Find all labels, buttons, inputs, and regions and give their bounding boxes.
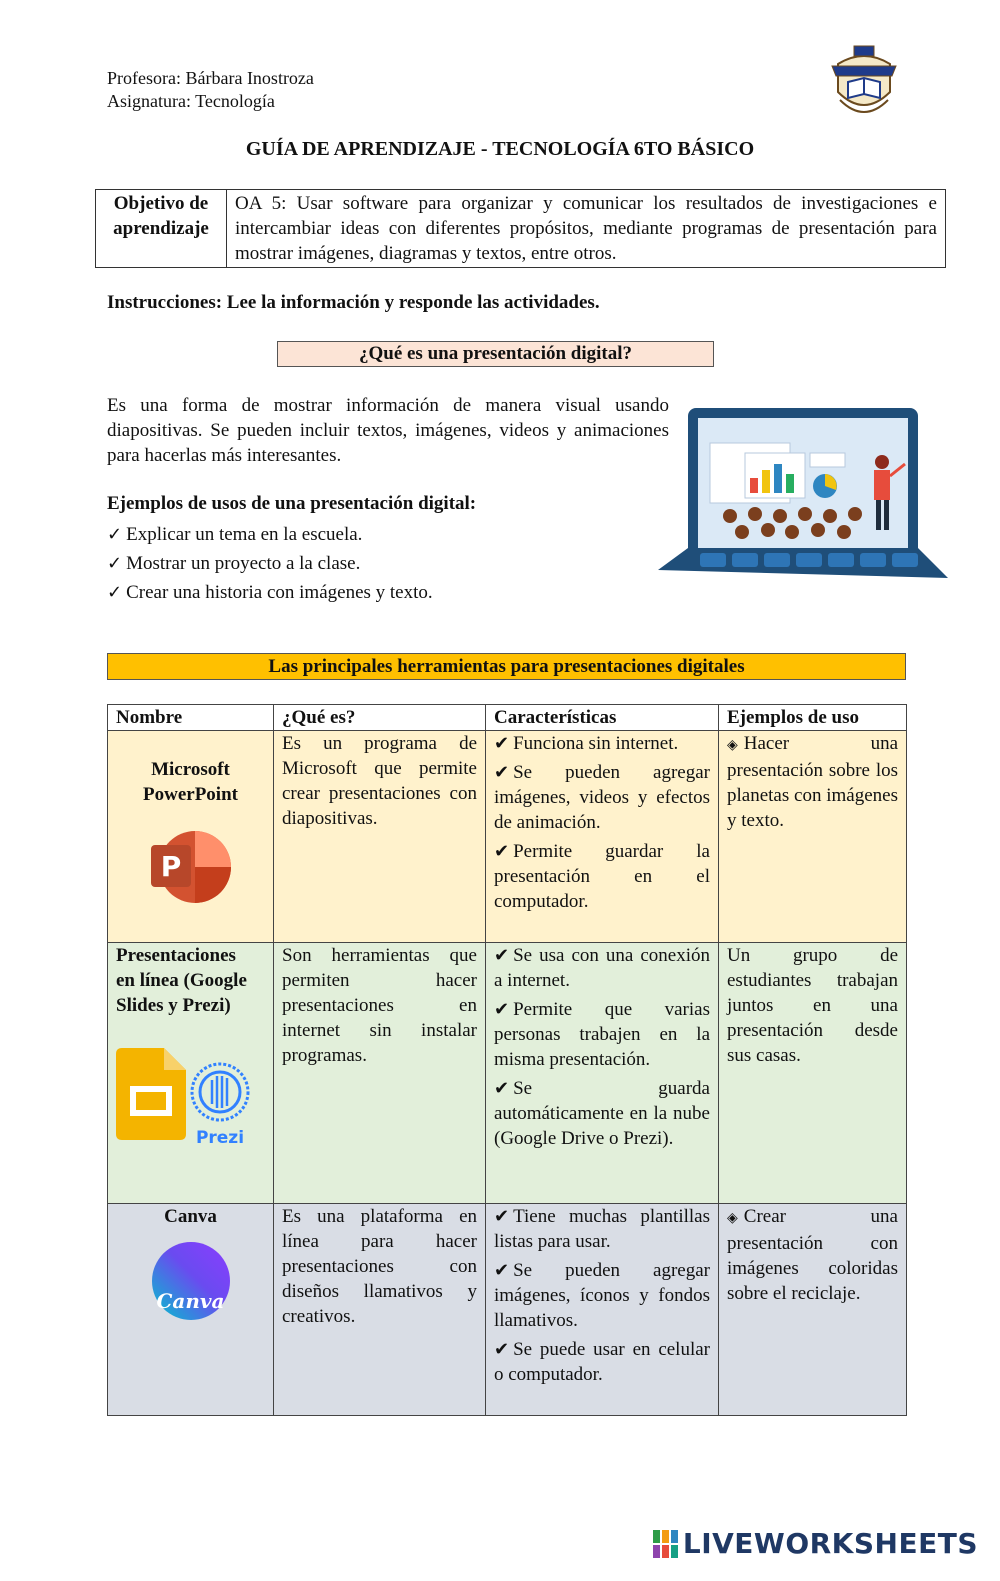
canva-logo-icon [116, 1241, 265, 1328]
feature-text: Se pueden agregar imágenes, videos y efectos de animación. [494, 762, 710, 833]
school-crest-logo [826, 44, 902, 124]
teacher-name: Profesora: Bárbara Inostroza [107, 68, 314, 88]
table-header-row [108, 705, 907, 731]
tools-banner: Las principales herramientas para presentaciones digitales [107, 653, 906, 680]
svg-text:P: P [160, 850, 181, 883]
feature-text: Tiene muchas plantillas listas para usar. [494, 1206, 710, 1252]
checkmark-icon: ✔ [494, 1078, 510, 1099]
instructions: Instrucciones: Lee la información y responde las actividades. [107, 292, 600, 313]
objective-label [96, 190, 227, 268]
objective-label-line2: aprendizaje [113, 218, 209, 239]
table-row [108, 943, 907, 1204]
liveworksheets-brand-text: LIVEWORKSHEETS [682, 1527, 978, 1560]
question-title-box: ¿Qué es una presentación digital? [277, 341, 714, 367]
google-slides-logo-icon [116, 1048, 186, 1147]
feature-item [494, 997, 710, 1072]
tool-description: Es un programa de Microsoft que permite crear presentaciones con diapositivas. [282, 733, 477, 829]
prezi-logo-text: Prezi [195, 1128, 245, 1148]
column-header: Ejemplos de uso [719, 705, 907, 731]
intro-paragraph: Es una forma de mostrar información de manera visual usando diapositivas. Se pueden incluir textos, imágenes, videos y animaciones para hacerlas más interesantes. [107, 395, 669, 466]
feature-item [494, 839, 710, 914]
list-item [107, 578, 433, 607]
tool-name-cell [108, 1204, 274, 1416]
feature-item [494, 1076, 710, 1151]
tool-description-cell [274, 731, 486, 943]
feature-item [494, 943, 710, 993]
tool-description: Son herramientas que permiten hacer presentaciones en internet sin instalar programas. [282, 945, 477, 1066]
feature-text: Funciona sin internet. [513, 733, 679, 754]
feature-item [494, 1204, 710, 1254]
tool-name: Canva [164, 1206, 217, 1227]
checkmark-icon: ✔ [494, 999, 510, 1020]
checkmark-icon: ✔ [494, 841, 510, 862]
feature-text: Se puede usar en celular o computador. [494, 1339, 710, 1385]
prezi-logo-icon [190, 1062, 250, 1147]
table-row [108, 1204, 907, 1416]
objective-label-line1: Objetivo de [113, 193, 209, 214]
example-text: Un grupo de estudiantes trabajan juntos en una presentación desde sus casas. [727, 945, 898, 1066]
checkmark-icon: ✔ [494, 1339, 510, 1360]
tool-name-cell [108, 731, 274, 943]
feature-text: Permite guardar la presentación en el computador. [494, 841, 710, 912]
checkmark-icon: ✓ [107, 524, 123, 545]
feature-item [494, 1258, 710, 1333]
checkmark-icon: ✓ [107, 553, 123, 574]
list-item [107, 520, 433, 549]
feature-item [494, 731, 710, 756]
tool-features-cell [486, 731, 719, 943]
checkmark-icon: ✔ [494, 945, 510, 966]
liveworksheets-logo [653, 1527, 978, 1560]
list-item [107, 549, 433, 578]
list-item-text: Crear una historia con imágenes y texto. [126, 582, 433, 603]
list-item-text: Explicar un tema en la escuela. [126, 524, 363, 545]
objective-text: OA 5: Usar software para organizar y comunicar los resultados de investigaciones e intercambiar ideas con diferentes propósitos, mediante programas de presentación para mostrar imágenes, diagramas y textos, entre otros. [227, 190, 946, 268]
tool-description-cell [274, 943, 486, 1204]
diamond-bullet-icon: ◈ [727, 1210, 738, 1226]
checkmark-icon: ✔ [494, 762, 510, 783]
tool-name: Microsoft [151, 759, 230, 780]
powerpoint-logo-icon [116, 829, 265, 912]
feature-text: Se usa con una conexión a internet. [494, 945, 710, 991]
objective-table [95, 189, 946, 268]
tool-name-cell [108, 943, 274, 1204]
tool-name: Presentaciones [116, 945, 236, 966]
tool-description-cell [274, 1204, 486, 1416]
presentation-illustration [650, 398, 950, 588]
checkmark-icon: ✓ [107, 582, 123, 603]
uses-title: Ejemplos de usos de una presentación digital: [107, 493, 477, 514]
tool-features-cell [486, 943, 719, 1204]
checkmark-icon: ✔ [494, 733, 510, 754]
tool-example-cell [719, 731, 907, 943]
column-header: Nombre [108, 705, 274, 731]
example-text: Crear una presentación con imágenes coloridas sobre el reciclaje. [727, 1206, 898, 1304]
uses-list [107, 520, 433, 607]
feature-text: Se guarda automáticamente en la nube (Google Drive o Prezi). [494, 1078, 710, 1149]
tool-name: Slides y Prezi) [116, 995, 231, 1016]
table-row [108, 731, 907, 943]
tool-name: en línea (Google [116, 970, 247, 991]
feature-text: Permite que varias personas trabajen en la misma presentación. [494, 999, 710, 1070]
checkmark-icon: ✔ [494, 1260, 510, 1281]
example-item [727, 1204, 898, 1306]
subject-name: Asignatura: Tecnología [107, 91, 275, 111]
example-item [727, 731, 898, 833]
feature-text: Se pueden agregar imágenes, íconos y fondos llamativos. [494, 1260, 710, 1331]
canva-logo-text: Canva [156, 1289, 225, 1313]
example-text: Hacer una presentación sobre los planetas con imágenes y texto. [727, 733, 898, 831]
column-header: Características [486, 705, 719, 731]
tool-features-cell [486, 1204, 719, 1416]
column-header: ¿Qué es? [274, 705, 486, 731]
tool-example-cell [719, 943, 907, 1204]
diamond-bullet-icon: ◈ [727, 737, 738, 753]
feature-item [494, 760, 710, 835]
feature-item [494, 1337, 710, 1387]
page-title: GUÍA DE APRENDIZAJE - TECNOLOGÍA 6TO BÁSICO [245, 138, 755, 160]
tool-example-cell [719, 1204, 907, 1416]
list-item-text: Mostrar un proyecto a la clase. [126, 553, 361, 574]
tools-table [107, 704, 907, 1416]
tool-name: PowerPoint [143, 784, 238, 805]
liveworksheets-mark-icon [653, 1530, 679, 1558]
checkmark-icon: ✔ [494, 1206, 510, 1227]
tool-description: Es una plataforma en línea para hacer presentaciones con diseños llamativos y creativos. [282, 1206, 477, 1327]
